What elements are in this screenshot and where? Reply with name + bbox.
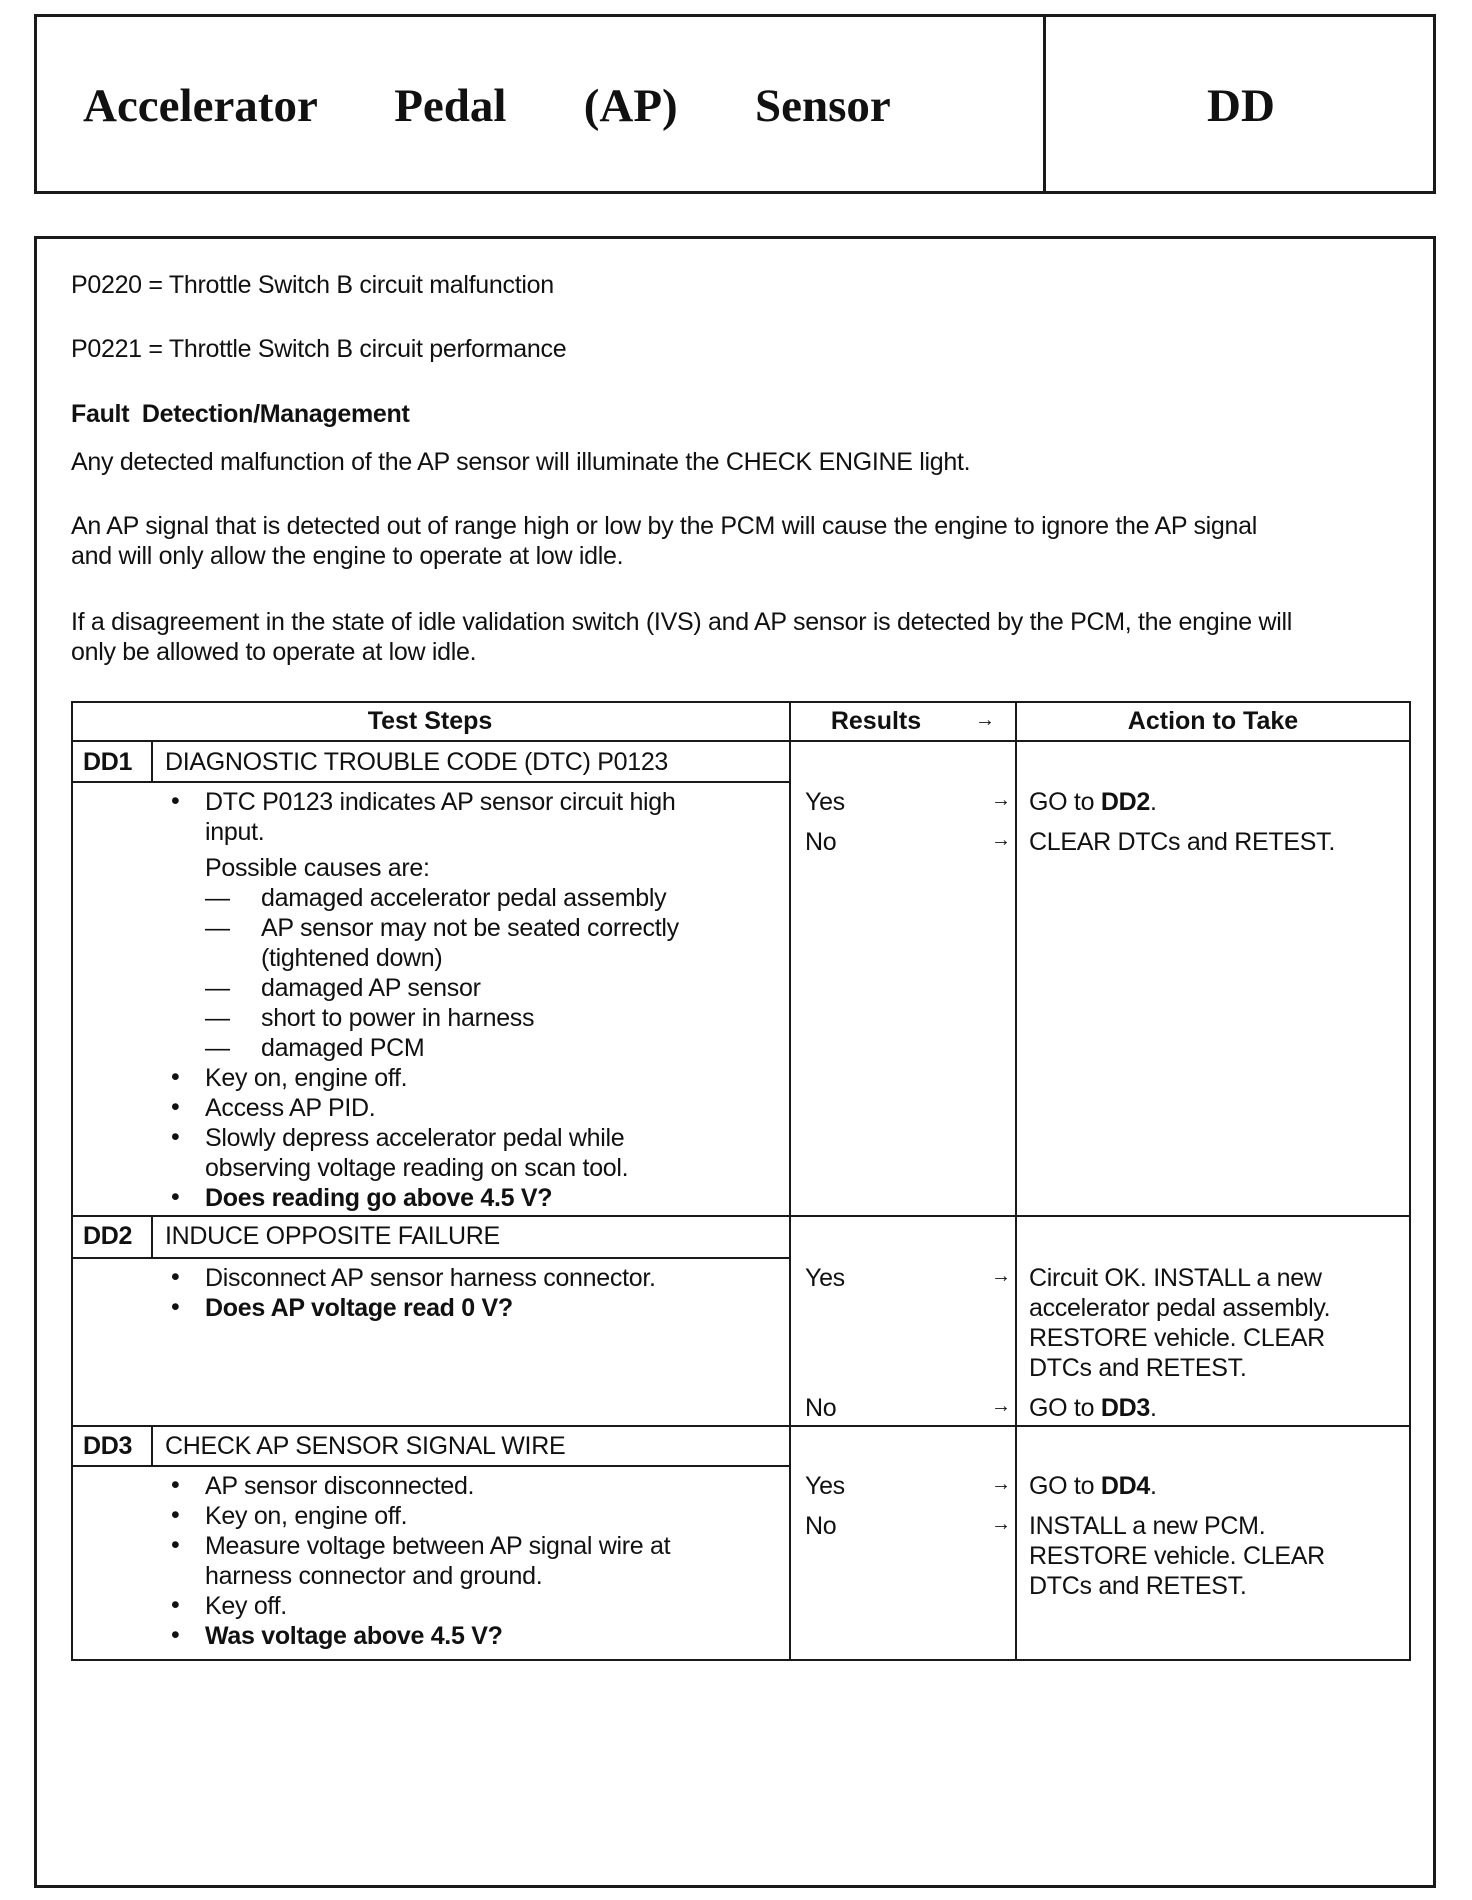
step-id-dd2: DD2 (83, 1222, 133, 1250)
content-box (34, 236, 1436, 1888)
col-header-results: Results (830, 707, 922, 735)
dd1-bullet-4-cont: observing voltage reading on scan tool. (205, 1154, 629, 1182)
dtc-p0220: P0220 = Throttle Switch B circuit malfunction (71, 271, 554, 299)
dd3-bullet-3-cont: harness connector and ground. (205, 1562, 543, 1590)
dd2-action-yes-4: DTCs and RETEST. (1029, 1354, 1247, 1382)
dd2-result-no: No (805, 1394, 837, 1422)
dd3-action-no-3: DTCs and RETEST. (1029, 1572, 1247, 1600)
dd1-yes-arrow-icon: → (991, 789, 1011, 811)
dd2-question: Does AP voltage read 0 V? (205, 1294, 513, 1322)
dd1-no-arrow-icon: → (991, 829, 1011, 851)
dd1-action-no: CLEAR DTCs and RETEST. (1029, 828, 1335, 856)
dd1-causes-heading: Possible causes are: (205, 854, 430, 882)
dd1-line-2: input. (205, 818, 265, 846)
step-id-dd1: DD1 (83, 748, 133, 776)
page-title: Accelerator Pedal (AP) Sensor (83, 80, 891, 132)
dd3-bullet-2: Key on, engine off. (205, 1502, 408, 1530)
dd2-yes-arrow-icon: → (991, 1265, 1011, 1287)
dd1-cause-2-cont: (tightened down) (261, 944, 443, 972)
dd1-cause-4: short to power in harness (261, 1004, 535, 1032)
col-header-action: Action to Take (1127, 707, 1299, 735)
test-table: Test Steps Results → Action to Take DD1 DIAGNOSTIC TROUBLE CODE (DTC) P0123 • DTC P0123 indicates AP sensor circuit high input. Possible causes are: — damaged accelerator pedal assembly — AP sensor may not be seated correctly (tightened down) — damaged AP sensor — short to power in harness — damaged PCM • Key on, engine off. • Access AP PID. • Slowly depress accelerator pedal while observing voltage reading on scan tool. • Does reading go above 4.5 V? Yes → GO to DD2. No → CLEAR DTCs and RETEST. DD2 INDUCE OPPOSITE FAILURE • Disconnect AP sensor harness connector. • Does AP voltage read 0 V? Yes → Circuit OK. INSTALL a new accelerator pedal assembly. RESTORE vehicle. CLEAR DTCs and RETEST. No → GO to DD3. DD3 CHECK AP SENSOR SIGNAL WIRE • AP sensor disconnected. • Key on, engine off. • Measure voltage between AP signal wire at harness connector and ground. • Key off. • Was voltage above 4.5 V? Yes → GO to DD4. No → INSTALL a new PCM. RESTORE vehicle. CLEAR DTCs and RETEST. (71, 701, 1411, 1661)
dd1-action-yes: GO to DD2. (1029, 788, 1157, 816)
dd3-question: Was voltage above 4.5 V? (205, 1622, 503, 1650)
dd2-action-yes-3: RESTORE vehicle. CLEAR (1029, 1324, 1325, 1352)
dd3-bullet-3: Measure voltage between AP signal wire at (205, 1532, 671, 1560)
para-ap-signal-1: An AP signal that is detected out of range high or low by the PCM will cause the engine to ignore the AP signal (71, 512, 1257, 540)
dd1-bullet-2: Key on, engine off. (205, 1064, 408, 1092)
para-illuminate: Any detected malfunction of the AP sensor will illuminate the CHECK ENGINE light. (71, 448, 971, 476)
dd3-action-no-1: INSTALL a new PCM. (1029, 1512, 1266, 1540)
dd1-cause-2: AP sensor may not be seated correctly (261, 914, 679, 942)
para-ivs-2: only be allowed to operate at low idle. (71, 638, 477, 666)
para-ivs-1: If a disagreement in the state of idle validation switch (IVS) and AP sensor is detected by the PCM, the engine will (71, 608, 1292, 636)
dd1-cause-1: damaged accelerator pedal assembly (261, 884, 667, 912)
step-id-dd3: DD3 (83, 1432, 133, 1460)
dd1-cause-5: damaged PCM (261, 1034, 425, 1062)
dd1-question: Does reading go above 4.5 V? (205, 1184, 553, 1212)
dd1-bullet-4: Slowly depress accelerator pedal while (205, 1124, 625, 1152)
step-title-dd2: INDUCE OPPOSITE FAILURE (165, 1222, 500, 1250)
dd2-result-yes: Yes (805, 1264, 845, 1292)
dd3-bullet-4: Key off. (205, 1592, 287, 1620)
dd1-bullet-3: Access AP PID. (205, 1094, 376, 1122)
step-title-dd1: DIAGNOSTIC TROUBLE CODE (DTC) P0123 (165, 748, 669, 776)
dd3-action-no-2: RESTORE vehicle. CLEAR (1029, 1542, 1325, 1570)
dd3-result-no: No (805, 1512, 837, 1540)
dd3-action-yes: GO to DD4. (1029, 1472, 1157, 1500)
dd2-action-yes-2: accelerator pedal assembly. (1029, 1294, 1331, 1322)
dd1-result-yes: Yes (805, 788, 845, 816)
page-header (34, 14, 1436, 194)
step-title-dd3: CHECK AP SENSOR SIGNAL WIRE (165, 1432, 566, 1460)
dtc-p0221: P0221 = Throttle Switch B circuit performance (71, 335, 567, 363)
dd2-action-yes-1: Circuit OK. INSTALL a new (1029, 1264, 1322, 1292)
dd1-result-no: No (805, 828, 837, 856)
dd3-result-yes: Yes (805, 1472, 845, 1500)
dd3-bullet-1: AP sensor disconnected. (205, 1472, 475, 1500)
results-arrow-icon: → (975, 709, 995, 731)
fault-heading: Fault Detection/Management (71, 400, 410, 428)
dd2-bullet-1: Disconnect AP sensor harness connector. (205, 1264, 656, 1292)
dd3-yes-arrow-icon: → (991, 1473, 1011, 1495)
dd2-action-no: GO to DD3. (1029, 1394, 1157, 1422)
dd2-no-arrow-icon: → (991, 1395, 1011, 1417)
dd3-no-arrow-icon: → (991, 1513, 1011, 1535)
dd1-cause-3: damaged AP sensor (261, 974, 481, 1002)
section-code: DD (1207, 80, 1275, 132)
col-header-test-steps: Test Steps (367, 707, 493, 735)
para-ap-signal-2: and will only allow the engine to operate at low idle. (71, 542, 624, 570)
dd1-line-1: DTC P0123 indicates AP sensor circuit high (205, 788, 676, 816)
